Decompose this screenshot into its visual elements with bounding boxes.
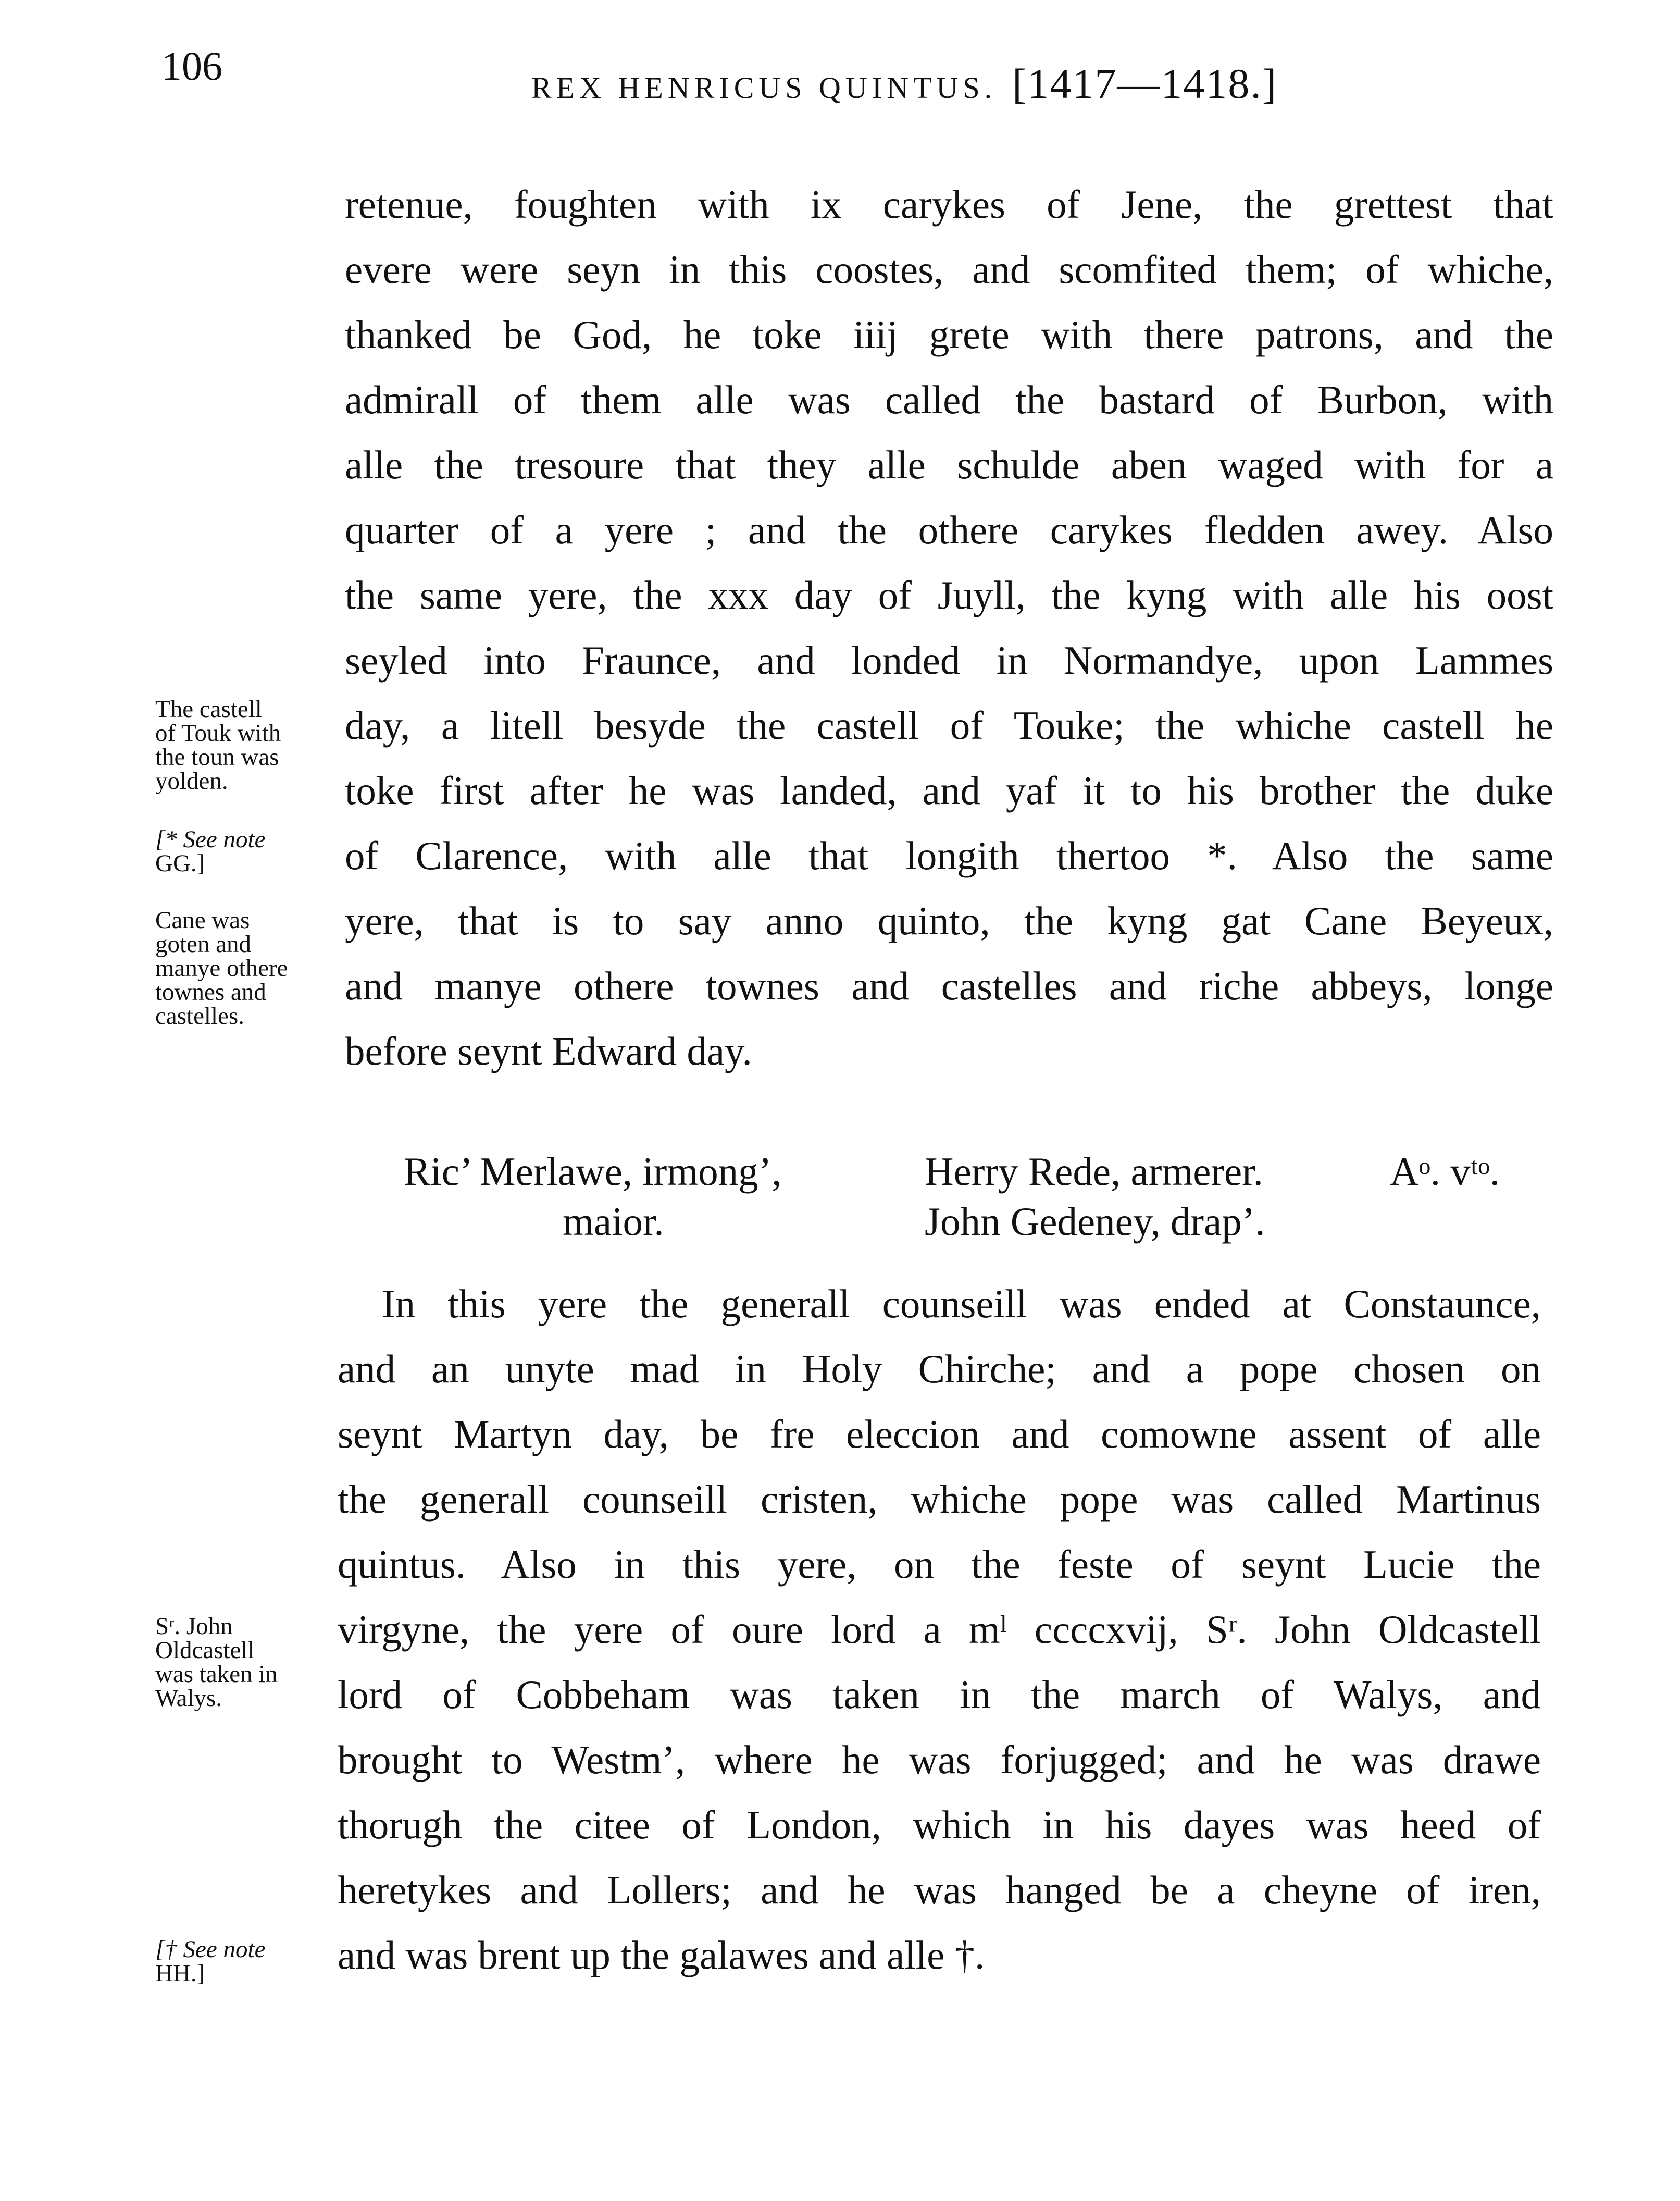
sheriff-name: John Gedeney, drap’.: [925, 1199, 1265, 1244]
running-head: [531, 60, 1278, 107]
text-line: alle the tresoure that they alle schulde aben waged with for a: [345, 442, 1553, 487]
margin-note-line: castelles.: [155, 1003, 244, 1030]
mayor-entry: [404, 1146, 782, 1246]
mayor-name: Ric’ Merlawe, irmong’,: [404, 1149, 782, 1194]
text-line: quintus. Also in this yere, on the feste of seynt Lucie the: [338, 1542, 1541, 1587]
margin-note-line: GG.]: [155, 850, 205, 877]
sheriffs-entry: [925, 1146, 1265, 1246]
margin-note-line: Cane was: [155, 907, 250, 934]
text-line: thorugh the citee of London, which in his dayes was heed of: [338, 1802, 1541, 1847]
margin-note-see-gg: [155, 827, 332, 875]
margin-note-line: [† See note: [155, 1936, 266, 1963]
text-line: toke first after he was landed, and yaf it to his brother the duke: [345, 768, 1553, 813]
margin-note-line: townes and: [155, 979, 266, 1006]
margin-note-line: was taken in: [155, 1661, 278, 1688]
body-paragraph-2: [338, 1271, 1541, 1988]
text-line: and an unyte mad in Holy Chirche; and a pope chosen on: [338, 1346, 1541, 1391]
regnal-year: Aᵒ. vᵗᵒ.: [1390, 1149, 1500, 1194]
mayor-title: maior.: [563, 1199, 664, 1244]
text-line: the same yere, the xxx day of Juyll, the kyng with alle his oost: [345, 573, 1553, 617]
margin-note-line: the toun was: [155, 744, 279, 771]
margin-note-touk: [155, 697, 332, 793]
page-number: 106: [161, 43, 222, 89]
text-line: day, a litell besyde the castell of Touke; the whiche castell he: [345, 703, 1553, 748]
body-paragraph-1: [345, 172, 1553, 1084]
text-line: and was brent up the galawes and alle †.: [338, 1933, 985, 1977]
text-line: yere, that is to say anno quinto, the kyng gat Cane Beyeux,: [345, 898, 1553, 943]
text-line: brought to Westm’, where he was forjugged; and he was drawe: [338, 1737, 1541, 1782]
margin-note-oldcastell: [155, 1614, 332, 1710]
date-range: [1417—1418.]: [1012, 60, 1278, 107]
running-title: REX HENRICUS QUINTUS.: [531, 71, 997, 105]
margin-note-line: The castell: [155, 696, 262, 723]
margin-note-line: Oldcastell: [155, 1637, 255, 1664]
margin-note-see-hh: [155, 1937, 332, 1985]
sheriff-name: Herry Rede, armerer.: [925, 1149, 1263, 1194]
text-line: seyled into Fraunce, and londed in Normandye, upon Lammes: [345, 638, 1553, 683]
text-line: before seynt Edward day.: [345, 1029, 752, 1073]
text-line: In this yere the generall counseill was ended at Constaunce,: [382, 1281, 1541, 1326]
margin-note-line: [* See note: [155, 826, 266, 853]
text-line: lord of Cobbeham was taken in the march of Walys, and: [338, 1672, 1541, 1717]
margin-note-line: goten and: [155, 931, 252, 958]
margin-note-line: yolden.: [155, 768, 228, 795]
text-line: of Clarence, with alle that longith thertoo *. Also the same: [345, 833, 1553, 878]
text-line: admirall of them alle was called the bastard of Burbon, with: [345, 377, 1553, 422]
margin-note-line: manye othere: [155, 955, 288, 982]
text-line: seynt Martyn day, be fre eleccion and comowne assent of alle: [338, 1412, 1541, 1456]
margin-note-cane: [155, 908, 332, 1028]
margin-note-line: of Touk with: [155, 720, 281, 747]
text-line: quarter of a yere ; and the othere carykes fledden awey. Also: [345, 508, 1553, 552]
margin-note-line: Walys.: [155, 1685, 222, 1712]
text-line: virgyne, the yere of oure lord a mˡ ccccxvij, Sʳ. John Oldcastell: [338, 1607, 1541, 1652]
margin-note-line: HH.]: [155, 1960, 205, 1987]
margin-note-line: Sʳ. John: [155, 1613, 233, 1640]
text-line: and manye othere townes and castelles and riche abbeys, longe: [345, 963, 1553, 1008]
text-line: thanked be God, he toke iiij grete with there patrons, and the: [345, 312, 1553, 357]
text-line: evere were seyn in this coostes, and scomfited them; of whiche,: [345, 247, 1553, 292]
text-line: heretykes and Lollers; and he was hanged be a cheyne of iren,: [338, 1868, 1541, 1912]
text-line: retenue, foughten with ix carykes of Jene, the grettest that: [345, 182, 1553, 227]
text-line: the generall counseill cristen, whiche pope was called Martinus: [338, 1477, 1541, 1522]
